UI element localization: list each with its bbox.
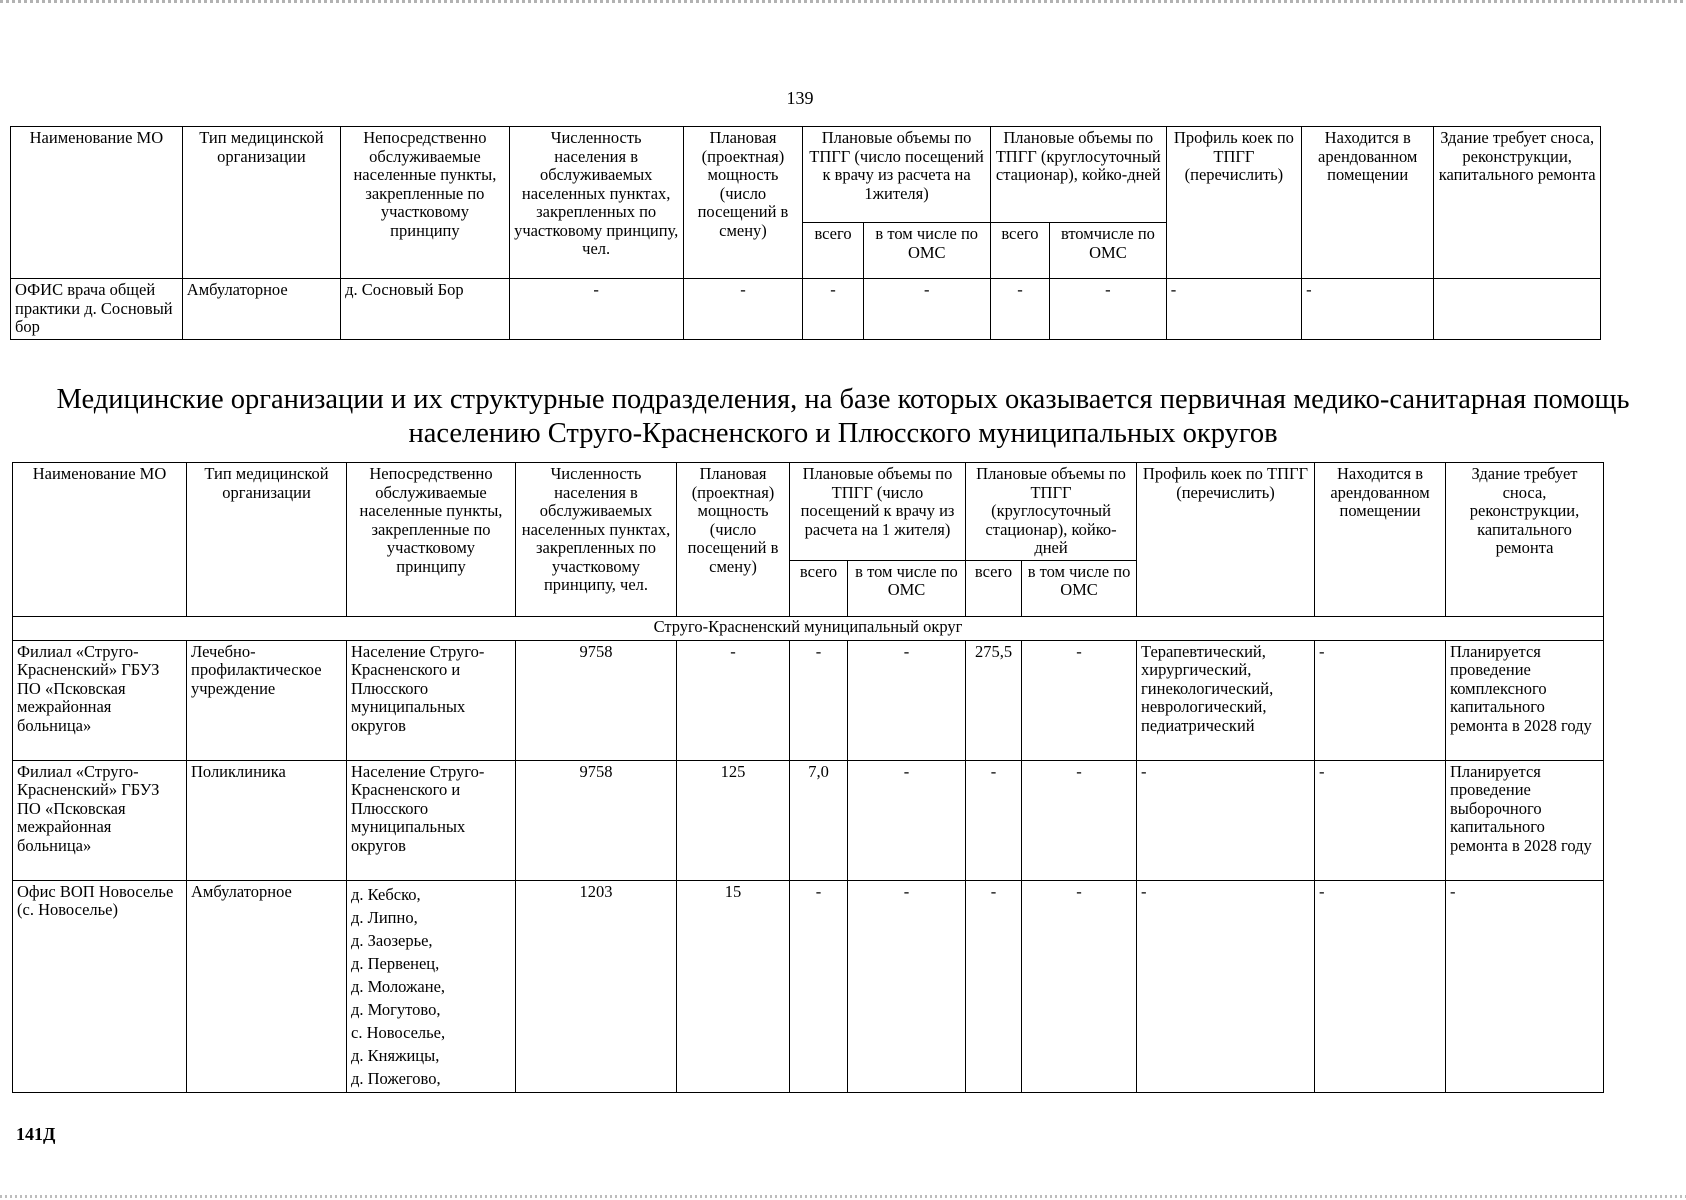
- header-beddays: Плановые объемы по ТПГГ (круглосуточный стационар), койко-дней: [966, 463, 1137, 561]
- cell-name: ОФИС врача общей практики д. Сосновый бор: [11, 279, 183, 340]
- cell-beddays-oms: -: [1022, 880, 1137, 1092]
- subheader-oms: в том числе по ОМС: [1022, 560, 1137, 616]
- cell-beddays-total: -: [966, 760, 1022, 880]
- cell-settlements: [347, 880, 516, 1092]
- cell-beddays-oms: -: [1022, 760, 1137, 880]
- cell-repair: Планируется проведение комплексного капитального ремонта в 2028 году: [1446, 640, 1604, 760]
- village-item: д. Могутово,: [351, 999, 441, 1019]
- village-item: с. Новоселье,: [351, 1022, 446, 1042]
- cell-leased: -: [1315, 880, 1446, 1092]
- cell-name: Офис ВОП Новоселье (с. Новоселье): [13, 880, 187, 1092]
- group-row: [13, 616, 1604, 640]
- cell-visits-total: 7,0: [790, 760, 848, 880]
- cell-visits-oms: -: [848, 760, 966, 880]
- cell-type: Амбулаторное: [182, 279, 340, 340]
- header-bed-profile: Профиль коек по ТПГГ (перечислить): [1166, 127, 1301, 279]
- section-title: Медицинские организации и их структурные подразделения, на базе которых оказывается первичная медико-санитарная помощь населению Струго-Красненского и Плюсского муниципальных округов: [56, 384, 1630, 449]
- table-header-row: [11, 127, 1601, 223]
- cell-leased: -: [1302, 279, 1434, 340]
- header-beddays: Плановые объемы по ТПГГ (круглосуточный стационар), койко-дней: [990, 127, 1166, 223]
- cell-leased: -: [1315, 640, 1446, 760]
- cell-settlements: Население Струго-Красненского и Плюсского муниципальных округов: [347, 640, 516, 760]
- header-leased: Находится в арендованном помещении: [1315, 463, 1446, 617]
- cell-type: Амбулаторное: [187, 880, 347, 1092]
- cell-population: 9758: [516, 640, 677, 760]
- cell-visits-oms: -: [848, 640, 966, 760]
- table-row: [11, 279, 1601, 340]
- village-item: д. Заозерье,: [351, 930, 433, 950]
- scan-edge-bottom: [0, 1195, 1686, 1198]
- subheader-total: всего: [803, 223, 863, 279]
- table-row: [13, 640, 1604, 760]
- cell-bed-profile: -: [1166, 279, 1301, 340]
- cell-leased: -: [1315, 760, 1446, 880]
- table-header-row: [13, 463, 1604, 561]
- header-capacity: Плановая (проектная) мощность (число посещений в смену): [677, 463, 790, 617]
- header-bed-profile: Профиль коек по ТПГГ (перечислить): [1137, 463, 1315, 617]
- cell-beddays-total: -: [990, 279, 1049, 340]
- header-population: Численность населения в обслуживаемых населенных пунктах, закрепленных по участковому принципу, чел.: [516, 463, 677, 617]
- header-type: Тип медицинской организации: [182, 127, 340, 279]
- header-repair: Здание требует сноса, реконструкции, капитального ремонта: [1446, 463, 1604, 617]
- cell-population: 1203: [516, 880, 677, 1092]
- cell-bed-profile: -: [1137, 880, 1315, 1092]
- cell-visits-oms: -: [848, 880, 966, 1092]
- cell-type: Поликлиника: [187, 760, 347, 880]
- cell-capacity: 125: [677, 760, 790, 880]
- village-item: д. Кебско,: [351, 884, 421, 904]
- header-repair: Здание требует сноса, реконструкции, капитального ремонта: [1434, 127, 1601, 279]
- cell-repair: [1434, 279, 1601, 340]
- cell-visits-total: -: [790, 640, 848, 760]
- header-population: Численность населения в обслуживаемых населенных пунктах, закрепленных по участковому принципу, чел.: [509, 127, 683, 279]
- cell-capacity: -: [683, 279, 803, 340]
- cell-beddays-total: -: [966, 880, 1022, 1092]
- page-number: 139: [786, 88, 814, 108]
- cell-settlements: д. Сосновый Бор: [341, 279, 510, 340]
- cell-beddays-total: 275,5: [966, 640, 1022, 760]
- subheader-oms: в том числе по ОМС: [848, 560, 966, 616]
- table-main: [12, 462, 1604, 1093]
- subheader-oms: втомчисле по ОМС: [1050, 223, 1167, 279]
- village-item: д. Пожегово,: [351, 1068, 441, 1088]
- header-type: Тип медицинской организации: [187, 463, 347, 617]
- scan-edge-top: [0, 0, 1686, 3]
- subheader-total: всего: [790, 560, 848, 616]
- header-name: Наименование МО: [11, 127, 183, 279]
- cell-capacity: 15: [677, 880, 790, 1092]
- cell-population: -: [509, 279, 683, 340]
- cell-visits-total: -: [803, 279, 863, 340]
- page-footer-code: 141Д: [16, 1124, 56, 1144]
- village-item: д. Липно,: [351, 907, 418, 927]
- header-visits: Плановые объемы по ТПГГ (число посещений к врачу из расчета на 1жителя): [803, 127, 990, 223]
- subheader-oms: в том числе по ОМС: [863, 223, 990, 279]
- village-item: д. Первенец,: [351, 953, 440, 973]
- cell-beddays-oms: -: [1022, 640, 1137, 760]
- cell-name: Филиал «Струго-Красненский» ГБУЗ ПО «Псковская межрайонная больница»: [13, 760, 187, 880]
- subheader-total: всего: [966, 560, 1022, 616]
- header-visits: Плановые объемы по ТПГГ (число посещений к врачу из расчета на 1 жителя): [790, 463, 966, 561]
- village-item: д. Княжицы,: [351, 1045, 440, 1065]
- cell-repair: Планируется проведение выборочного капитального ремонта в 2028 году: [1446, 760, 1604, 880]
- cell-settlements: Население Струго-Красненского и Плюсского муниципальных округов: [347, 760, 516, 880]
- cell-bed-profile: Терапевтический, хирургический, гинекологический, неврологический, педиатрический: [1137, 640, 1315, 760]
- cell-name: Филиал «Струго-Красненский» ГБУЗ ПО «Псковская межрайонная больница»: [13, 640, 187, 760]
- cell-beddays-oms: -: [1050, 279, 1167, 340]
- subheader-total: всего: [990, 223, 1049, 279]
- header-name: Наименование МО: [13, 463, 187, 617]
- header-settlements: Непосредственно обслуживаемые населенные пункты, закрепленные по участковому принципу: [347, 463, 516, 617]
- cell-type: Лечебно-профилактическое учреждение: [187, 640, 347, 760]
- table-row: [13, 880, 1604, 1092]
- village-item: д. Моложане,: [351, 976, 446, 996]
- table-row: [13, 760, 1604, 880]
- cell-repair: -: [1446, 880, 1604, 1092]
- table-top: [10, 126, 1601, 340]
- header-settlements: Непосредственно обслуживаемые населенные пункты, закрепленные по участковому принципу: [341, 127, 510, 279]
- cell-visits-total: -: [790, 880, 848, 1092]
- header-leased: Находится в арендованном помещении: [1302, 127, 1434, 279]
- cell-population: 9758: [516, 760, 677, 880]
- cell-capacity: -: [677, 640, 790, 760]
- cell-visits-oms: -: [863, 279, 990, 340]
- cell-bed-profile: -: [1137, 760, 1315, 880]
- group-label: Струго-Красненский муниципальный округ: [13, 616, 1604, 640]
- header-capacity: Плановая (проектная) мощность (число посещений в смену): [683, 127, 803, 279]
